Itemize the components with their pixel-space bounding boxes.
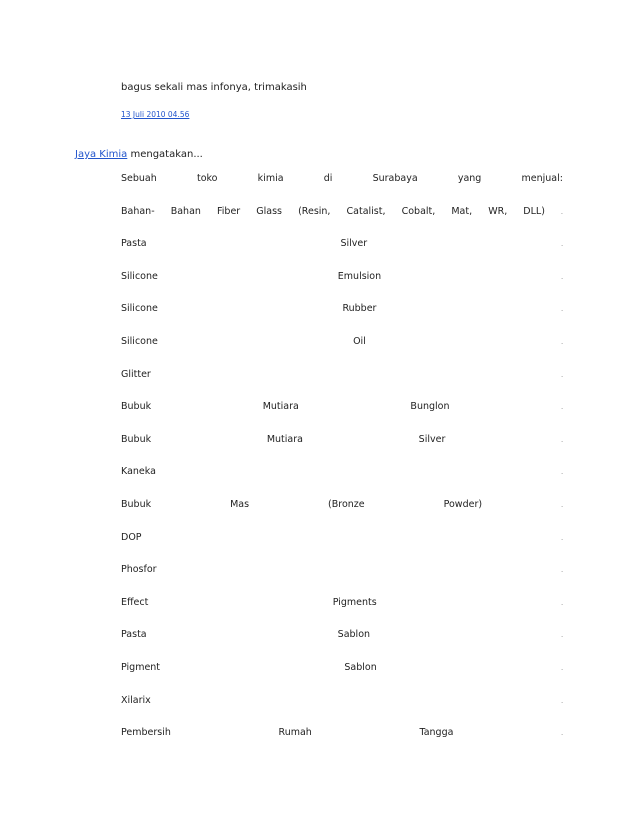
list-word: Sablon [337, 629, 371, 641]
list-word: WR, [488, 205, 508, 217]
line-end-dot: . [561, 567, 563, 575]
list-word: Sablon [344, 662, 377, 673]
line-end-dot: . [561, 436, 563, 444]
list-word: Catalist, [346, 205, 386, 217]
list-word: Mas [230, 499, 250, 510]
list-word: Bubuk [121, 433, 152, 445]
list-word: Phosfor [121, 564, 157, 576]
list-word: Glass [256, 205, 283, 217]
list-word: (Resin, [298, 205, 331, 217]
list-line [121, 368, 563, 382]
list-word: Pigments [332, 596, 377, 608]
line-end-dot: . [561, 371, 563, 379]
list-line [121, 563, 563, 577]
list-word: Silicone [121, 270, 158, 282]
list-word: Bunglon [410, 401, 450, 413]
list-word: Powder) [443, 499, 483, 510]
list-word: Mat, [451, 205, 473, 217]
list-word: Fiber [217, 205, 241, 217]
list-line [121, 335, 563, 349]
list-word: yang [457, 173, 482, 184]
line-end-dot: . [561, 697, 563, 705]
list-word: Pasta [121, 238, 147, 250]
list-word: Silicone [121, 336, 158, 347]
line-end-dot: . [561, 632, 563, 640]
list-line [121, 172, 563, 186]
list-word: Mutiara [266, 433, 303, 445]
reply-header [75, 148, 203, 162]
list-word: Mutiara [262, 401, 299, 413]
list-word: Xilarix [121, 694, 151, 706]
list-line [121, 465, 563, 479]
line-end-dot: . [561, 502, 563, 509]
line-end-dot: . [561, 241, 563, 249]
list-word: Pigment [121, 662, 161, 673]
list-word: Silver [340, 238, 368, 250]
list-line [121, 661, 563, 675]
list-line [121, 498, 563, 512]
list-word: Tangga [419, 727, 454, 739]
list-line [121, 628, 563, 642]
list-word: Silicone [121, 303, 158, 315]
list-word: Effect [121, 596, 149, 608]
list-word: Pembersih [121, 727, 171, 739]
list-line [121, 237, 563, 251]
list-line [121, 596, 563, 610]
list-word: Rumah [278, 727, 312, 739]
says-label: mengatakan... [127, 149, 203, 160]
list-word: Silver [418, 433, 446, 445]
list-word: Sebuah [121, 173, 157, 184]
comment-timestamp-link[interactable]: 13 Juli 2010 04.56 [121, 110, 190, 119]
list-word: Pasta [121, 629, 147, 641]
list-word: Glitter [121, 368, 151, 380]
commenter-name-link[interactable]: Jaya Kimia [75, 149, 128, 160]
line-end-dot: . [561, 404, 563, 412]
list-line [121, 270, 563, 284]
line-end-dot: . [561, 469, 563, 477]
list-word: Cobalt, [401, 205, 436, 217]
list-word: Bubuk [121, 401, 152, 413]
list-line [121, 726, 563, 740]
list-word: Bubuk [121, 499, 152, 510]
list-word: kimia [257, 173, 284, 184]
list-word: menjual: [521, 173, 563, 184]
list-word: Kaneka [121, 466, 156, 478]
list-word: Bahan [170, 205, 201, 217]
list-word: Surabaya [372, 173, 418, 184]
line-end-dot: . [561, 273, 563, 281]
list-word: DLL) [523, 205, 545, 217]
line-end-dot: . [561, 730, 563, 738]
line-end-dot: . [561, 534, 563, 542]
list-line [121, 400, 563, 414]
list-word: di [323, 173, 333, 184]
line-end-dot: . [561, 306, 563, 314]
line-end-dot: . [561, 339, 563, 346]
list-word: Bahan- [121, 205, 155, 217]
line-end-dot: . [561, 599, 563, 607]
list-word: toko [196, 173, 218, 184]
list-line [121, 302, 563, 316]
line-end-dot: . [561, 665, 563, 672]
list-word: DOP [121, 531, 142, 543]
list-line [121, 433, 563, 447]
list-word: (Bronze [328, 499, 365, 510]
list-word: Rubber [342, 303, 377, 315]
list-word: Emulsion [337, 270, 382, 282]
list-line [121, 694, 563, 708]
comment-body: bagus sekali mas infonya, trimakasih [121, 82, 307, 93]
line-end-dot: . [560, 208, 563, 216]
list-line [121, 531, 563, 545]
list-line [121, 205, 563, 219]
list-word: Oil [353, 336, 366, 347]
